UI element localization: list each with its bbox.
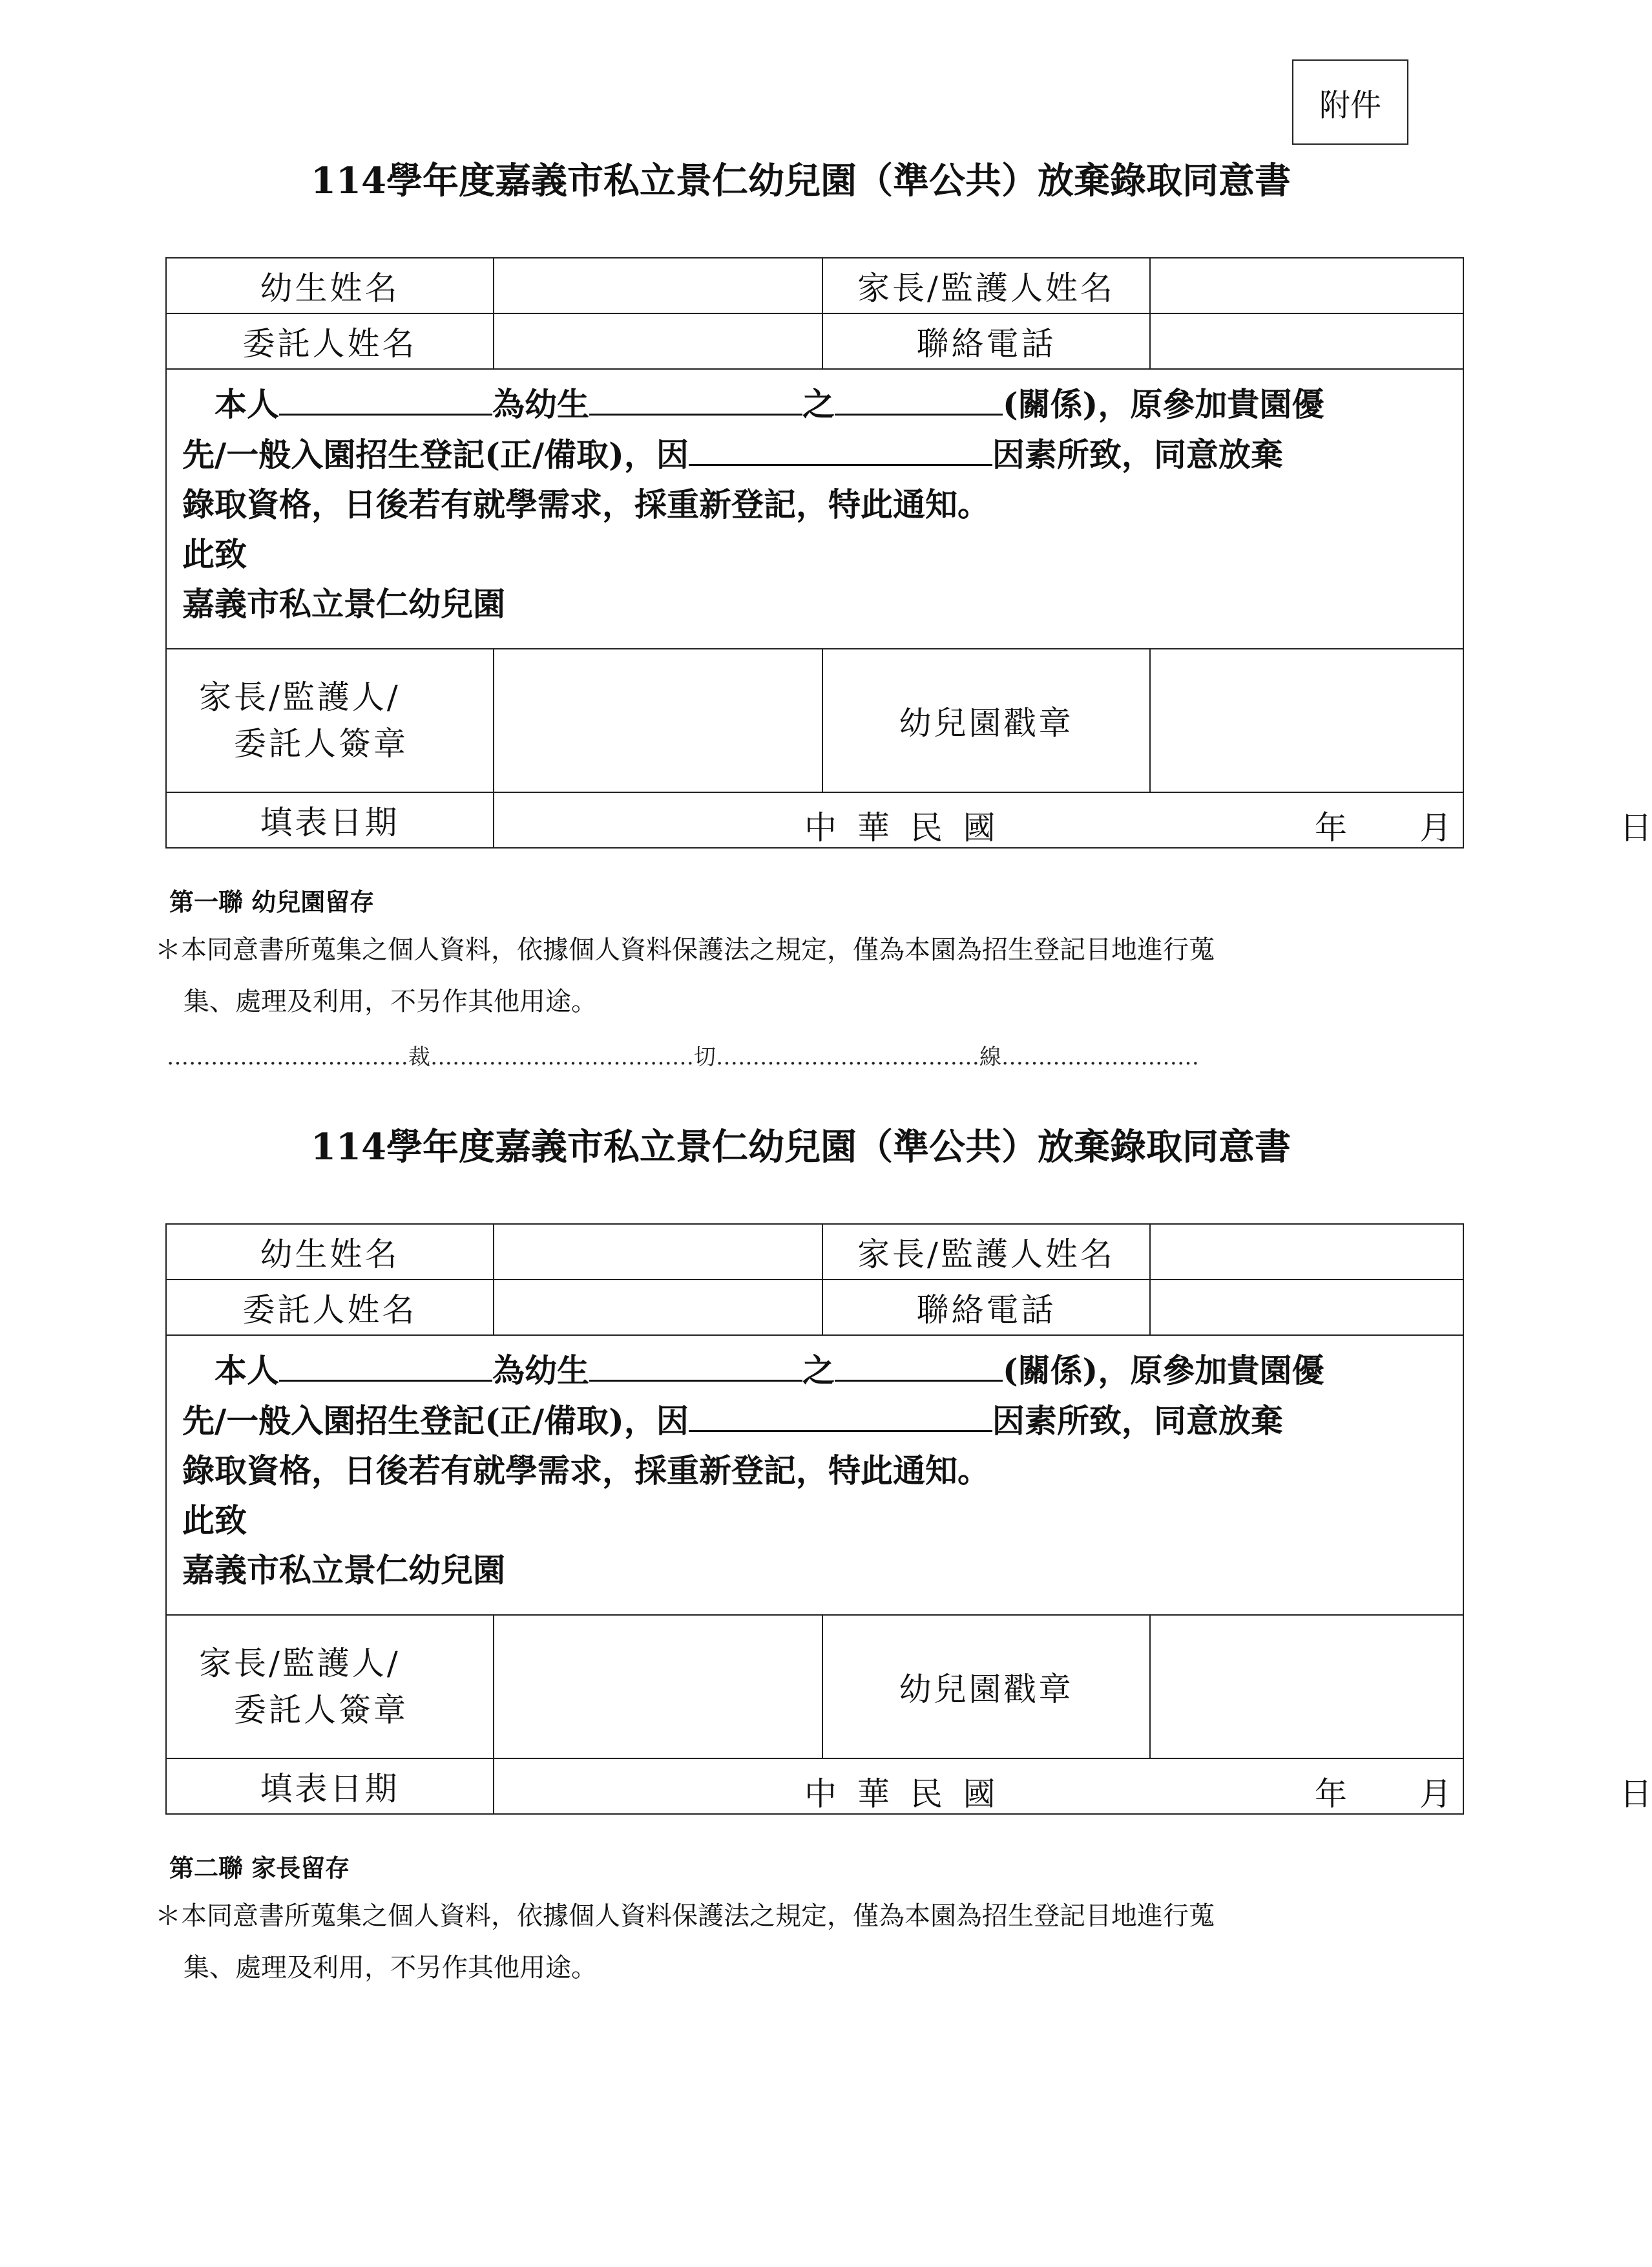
signature-label: 家長/監護人/ 委託人簽章 [166,649,494,792]
fill-date-field[interactable]: 中 華 民 國 年 月 日 [494,1758,1463,1814]
delegate-name-label: 委託人姓名 [166,313,494,369]
school-stamp-label: 幼兒園戳章 [822,1615,1150,1758]
delegate-name-field[interactable] [494,313,822,369]
declarant-blank[interactable] [279,1345,492,1382]
fill-date-label: 填表日期 [166,792,494,848]
school-stamp-field[interactable] [1150,649,1463,792]
consent-form-table [165,1223,1652,1815]
copy-part-label: 第二聯 家長留存 [169,1853,350,1882]
delegate-name-label: 委託人姓名 [166,1280,494,1335]
school-stamp-label: 幼兒園戳章 [822,649,1150,792]
phone-label: 聯絡電話 [822,1280,1150,1335]
attachment-label: 附件 [1292,59,1408,145]
form-title: 114學年度嘉義市私立景仁幼兒園（準公共）放棄錄取同意書 [311,160,1291,202]
school-stamp-field[interactable] [1150,1615,1463,1758]
privacy-note: ＊本同意書所蒐集之個人資料，依據個人資料保護法之規定，僅為本園為招生登記目地進行蒐 集、處理及利用，不另作其他用途。 [155,935,1215,1017]
fill-date-field[interactable]: 中 華 民 國 年 月 日 [494,792,1463,848]
copy-part-label: 第一聯 幼兒園留存 [169,887,375,916]
phone-field[interactable] [1150,1280,1463,1335]
signature-field[interactable] [494,649,822,792]
phone-label: 聯絡電話 [822,313,1150,369]
reason-blank[interactable] [689,1395,992,1432]
phone-field[interactable] [1150,313,1463,369]
signature-field[interactable] [494,1615,822,1758]
relation-blank[interactable] [835,379,1003,416]
consent-form-table [165,257,1652,849]
relation-blank[interactable] [835,1345,1003,1382]
child-name-field[interactable] [494,258,822,313]
child-blank[interactable] [589,379,802,416]
fill-date-label: 填表日期 [166,1758,494,1814]
child-blank[interactable] [589,1345,802,1382]
signature-label: 家長/監護人/ 委託人簽章 [166,1615,494,1758]
child-name-label: 幼生姓名 [166,258,494,313]
form-copy-1 [0,155,1652,1017]
child-name-label: 幼生姓名 [166,1224,494,1280]
consent-statement: 本人 為幼生 之 (關係)，原參加貴園優 先/一般入園招生登記(正/備取)，因 因素所致，同意放棄 錄取資格，日後若有就學需求，採重新登記，特此通知。 此致 嘉義市私立景仁幼兒園 [166,369,1463,649]
declarant-blank[interactable] [279,379,492,416]
reason-blank[interactable] [689,429,992,466]
parent-name-label: 家長/監護人姓名 [822,258,1150,313]
cut-line: ……………………………裁………………………………切………………………………線……………………… [167,1044,1199,1070]
delegate-name-field[interactable] [494,1280,822,1335]
form-title: 114學年度嘉義市私立景仁幼兒園（準公共）放棄錄取同意書 [311,1126,1291,1168]
parent-name-label: 家長/監護人姓名 [822,1224,1150,1280]
consent-statement: 本人 為幼生 之 (關係)，原參加貴園優 先/一般入園招生登記(正/備取)，因 因素所致，同意放棄 錄取資格，日後若有就學需求，採重新登記，特此通知。 此致 嘉義市私立景仁幼兒園 [166,1335,1463,1615]
parent-name-field[interactable] [1150,1224,1463,1280]
privacy-note: ＊本同意書所蒐集之個人資料，依據個人資料保護法之規定，僅為本園為招生登記目地進行蒐 集、處理及利用，不另作其他用途。 [155,1901,1215,1983]
parent-name-field[interactable] [1150,258,1463,313]
child-name-field[interactable] [494,1224,822,1280]
form-copy-2 [0,1121,1652,1983]
